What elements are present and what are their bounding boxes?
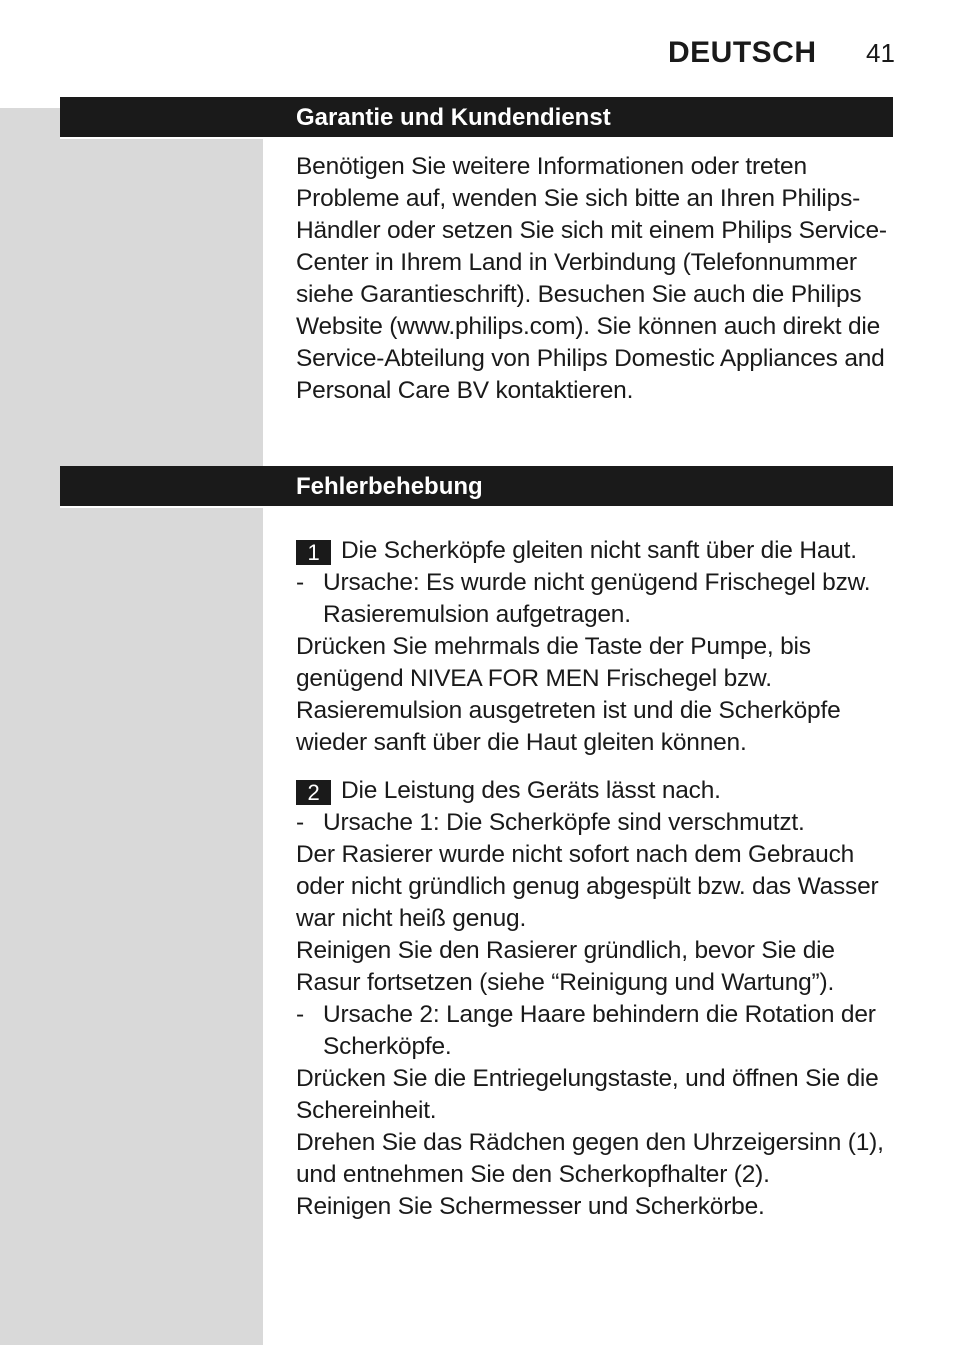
explanation-paragraph: Der Rasierer wurde nicht sofort nach dem Gebrauch oder nicht gründlich genug abgespült bzw. das Wasser war nicht heiß genug. [296, 841, 879, 932]
cause-item: - Ursache 2: Lange Haare behindern die Rotation der Scherköpfe. [296, 1001, 876, 1060]
section-title: Fehlerbehebung [296, 473, 483, 500]
cause-item: - Ursache 1: Die Scherköpfe sind verschmutzt. [296, 809, 805, 836]
step-number-badge: 2 [296, 780, 331, 805]
solution-paragraph: Reinigen Sie Schermesser und Scherkörbe. [296, 1193, 765, 1220]
warranty-paragraph: Benötigen Sie weitere Informationen oder treten Probleme auf, wenden Sie sich bitte an Ihren Philips-Händler oder setzen Sie sich mit einem Philips Service-Center in Ihrem Land in Verbindung (Telefonnummer siehe Garantieschrift). Besuchen Sie auch die Philips Website (www.philips.com). Sie können auch direkt die Service-Abteilung von Philips Domestic Appliances and Personal Care BV kontaktieren. [296, 153, 887, 404]
troubleshooting-text [296, 535, 896, 1223]
solution-paragraph: Reinigen Sie den Rasierer gründlich, bevor Sie die Rasur fortsetzen (siehe “Reinigung und Wartung”). [296, 937, 835, 996]
step-number-badge: 1 [296, 540, 331, 565]
problem-1-heading: 1 Die Scherköpfe gleiten nicht sanft über die Haut. [296, 535, 896, 567]
solution-paragraph: Drehen Sie das Rädchen gegen den Uhrzeigersinn (1), und entnehmen Sie den Scherkopfhalter (2). [296, 1129, 884, 1188]
language-heading: DEUTSCH [668, 36, 817, 69]
cause-item: - Ursache: Es wurde nicht genügend Frischegel bzw. Rasieremulsion aufgetragen. [296, 569, 871, 628]
section-header-troubleshooting [60, 466, 893, 508]
problem-2-heading: 2 Die Leistung des Geräts lässt nach. [296, 775, 896, 807]
page-number: 41 [866, 38, 895, 68]
section-title: Garantie und Kundendienst [296, 104, 611, 131]
solution-paragraph: Drücken Sie mehrmals die Taste der Pumpe, bis genügend NIVEA FOR MEN Frischegel bzw. Rasieremulsion ausgetreten ist und die Scherköpfe wieder sanft über die Haut gleiten können. [296, 633, 841, 756]
left-margin-gutter [0, 108, 263, 1345]
section-header-warranty [60, 97, 893, 139]
philips-website-link[interactable]: www.philips.com [397, 313, 576, 340]
solution-paragraph: Drücken Sie die Entriegelungstaste, und öffnen Sie die Schereinheit. [296, 1065, 879, 1124]
warranty-text [296, 151, 896, 407]
